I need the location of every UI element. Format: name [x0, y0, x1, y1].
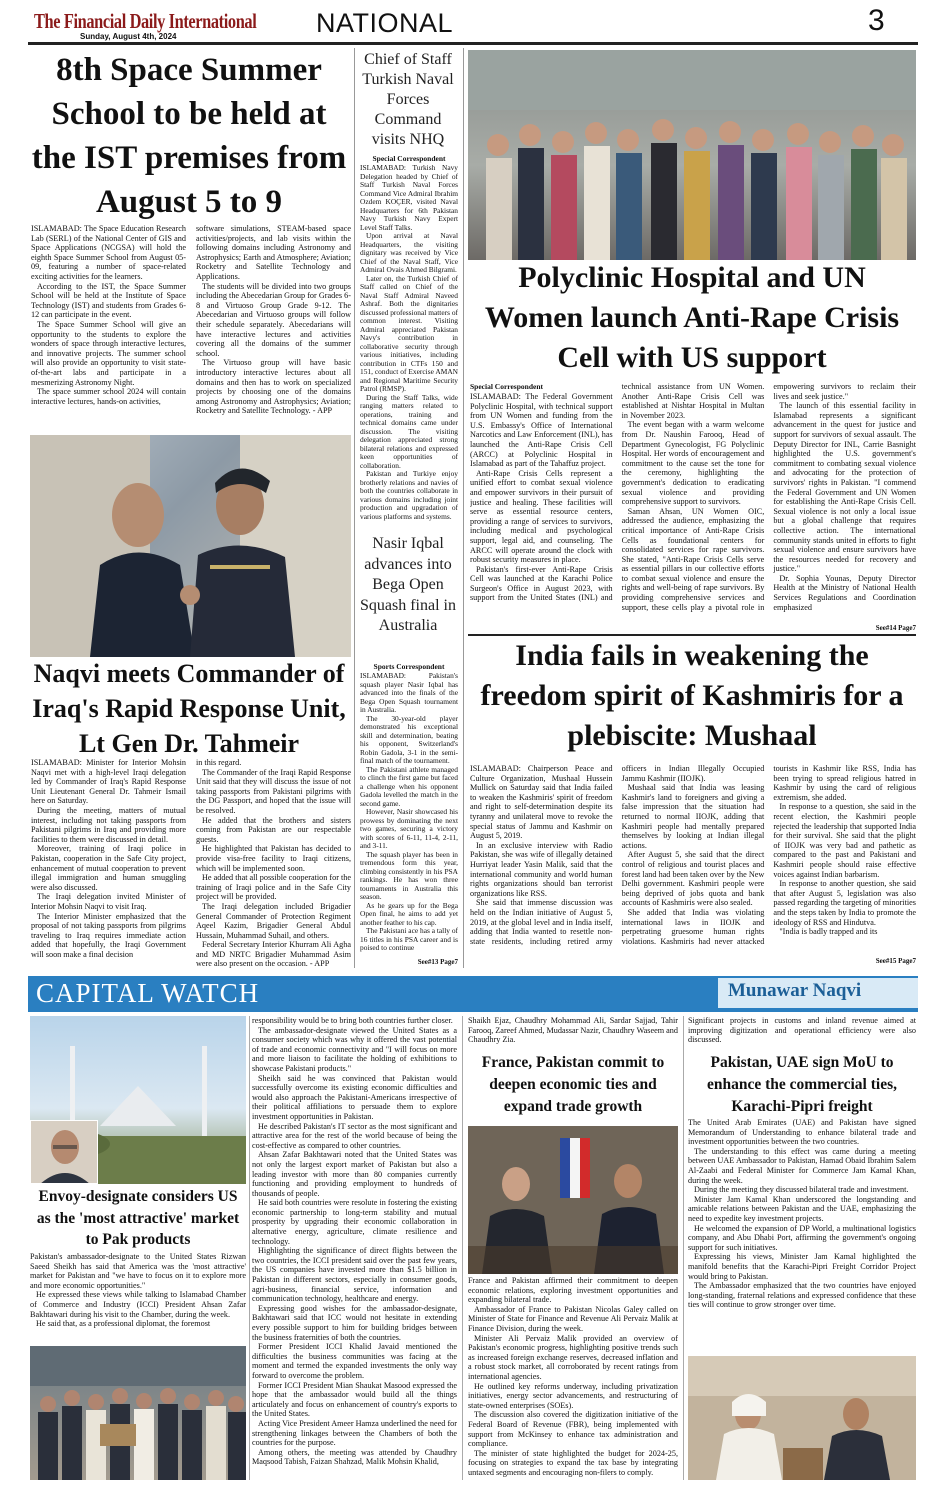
rule-lower-1 — [249, 1016, 250, 1480]
kashmir-p1: ISLAMABAD: Chairperson Peace and Culture Organization, Mushaal Hussein Mullick on Saturday said that India failed to weaken the Kashmiris' spirit of freedom and right to self-determination despite its tyranny and unilateral move to revoke the special status of Jammu and Kashmir on August 5, 2019. — [470, 764, 613, 841]
masthead-paper-name: The Financial Daily International — [34, 9, 257, 33]
section-title: NATIONAL — [316, 8, 454, 38]
naqvi-col2-p2: The Commander of the Iraqi Rapid Response Unit said that they will discuss the issue of not taking passports from Pakistani pilgrims with the DG Passport, and hoped that the issue will be resolved. — [196, 767, 351, 815]
uae-photo-art — [688, 1356, 916, 1480]
naqvi-col1-p4: The Iraqi delegation invited Minister of Interior Mohsin Naqvi to visit Iraq. — [31, 892, 186, 911]
kashmir-headline: India fails in weakening the freedom spirit of Kashmiris for a plebiscite: Mushaal — [480, 639, 904, 752]
naqvi-col1-p3: Moreover, training of Iraqi police in Pakistan, cooperation in the Safe City project, enhancement of mutual cooperation to prevent illegal immigration and human smuggling were also discussed. — [31, 844, 186, 892]
naqvi-col2-p1: in this regard. — [196, 758, 242, 767]
navy-p4: During the Staff Talks, wide ranging matters related to operations, training and technical domains came under discussion. The visiting delegation appreciated strong bilateral relations and expressed keen opportunities of collaboration. — [360, 392, 458, 470]
kashmir-p4: Mushaal said that India was leasing Kashmir's land to foreigners and giving a false impression that the situation had returned to normal IIOJK, adding that Kashmiri people had mentally prepared themselves by looking at Indian illegal actions. — [621, 783, 765, 850]
naqvi-headline: Naqvi meets Commander of Iraq's Rapid Response Unit, Lt Gen Dr. Tahmeir — [32, 659, 346, 758]
squash-p5: The squash player has been in tremendous form this year, climbing consistently in his PSA rankings. He has won three tournaments in Australia this season. — [360, 849, 458, 901]
squash-p7: The Pakistani ace has a tally of 16 titles in his PSA career and is poised to continue — [360, 926, 458, 952]
naqvi-col2-p7: Federal Secretary Interior Khurram Ali Agha and MD NRTC Brigadier Muhammad Asim were also present on the occasion. - APP — [196, 940, 351, 969]
uae-top-text — [688, 1016, 916, 1045]
france-p4: He outlined key reforms underway, including privatization initiatives, energy sector advancements, and restructuring of state-owned enterprises (SOEs). — [468, 1381, 678, 1410]
naqvi-body — [31, 758, 351, 970]
kashmir-p8: In response to another question, she said that after August 5, legislation was also passed regarding the targeting of minorities and the steps taken by India to promote the ideology of RSS and Hindutva. — [773, 879, 916, 927]
naqvi-col2-p6: The Iraqi delegation included Brigadier General Commander of Protection Regiment Aqeel Kazim, Brigadier General Abdul Hussain, Muhammad Suhail, and others. — [196, 901, 351, 940]
squash-headline: Nasir Iqbal advances into Bega Open Squash final in Australia — [360, 535, 456, 634]
france-headline: France, Pakistan commit to deepen economic ties and expand trade growth — [481, 1054, 665, 1115]
envoy-p1: Pakistan's ambassador-designate to the United States Rizwan Saeed Sheikh has said that America was the 'most attractive' market for Pakistan and "we have to focus on it to explore more and more economic opportunities." — [30, 1252, 246, 1290]
navy-body — [360, 150, 458, 528]
polyclinic-p6: The launch of this essential facility in Islamabad represents a significant advancement in the quest for justice and support for survivors of sexual assault. The Deputy Director for INL, Carrie Basnight highlighted the U.S. government's commitment to combating sexual violence and advocating for the protection of survivors' rights in Pakistan. "I commend the Federal Government and UN Women for establishing the Anti-Rape Crisis Cell. Sexual violence is not only a local issue but a global challenge that requires collective action. The international community stands united in efforts to fight sexual violence and ensure survivors have the resources needed for recovery and justice." — [773, 401, 916, 574]
rule-lower-3 — [683, 1016, 684, 1480]
envoy-c2-p3: Sheikh said he was convinced that Pakistan would successfully overcome its existing economic difficulties and would also approach the Pakistani-Americans irrespective of their political affiliations to persuade them to explore investment opportunities in Pakistan. — [252, 1073, 457, 1121]
naqvi-col2-p5: He added that all possible cooperation for the training of Iraqi police and in the Safe City project will be provided. — [196, 873, 351, 902]
polyclinic-group-photo — [468, 50, 916, 260]
space-col1-p2: According to the IST, the Space Summer School will be held at the Institute of Space Technology (IST) and students from Grades 6-12 can participate in the event. — [31, 281, 186, 320]
squash-p2: The 30-year-old player demonstrated his exceptional skill and determination, beating his opponent, Switzerland's Robin Gadola, 3-1 in the semi-final match of the tournament. — [360, 713, 458, 765]
polyclinic-p3: Pakistan's first-ever Anti-Rape Crisis Cell was launched at the Karachi Police Surgeon's Office in August 2023, with support from the United States (INL) and technical assistance from UN Women. Another Anti-Rape Crisis Cell was established at Nishtar Hospital in Multan in November 2023. — [470, 382, 765, 603]
envoy-c2-p8: Expressing good wishes for the ambassador-designate, Bakhtawari said that ICC would not hesitate in extending every possible support to him for building bridges between the business fraternities of both the countries. — [252, 1303, 457, 1342]
envoy-portrait — [30, 1120, 98, 1184]
envoy-c2-p10: Former ICCI President Mian Shaukat Masood expressed the hope that the ambassador would build all the things articulately and focus on enhancement of country's exports to the United States. — [252, 1380, 457, 1419]
polyclinic-p5: Saman Ahsan, UN Women OIC, addressed the audience, emphasizing the critical importance of Anti-Rape Crisis Cells as foundational centers for consolidated services for rape survivors. She stated, "Anti-Rape Crisis Cells serve as essential pillars in our collective efforts to combat sexual violence and ensure the rights and well-being of rape survivors. By providing comprehensive services and support, these cells play a pivotal role in empowering survivors to reclaim their lives and seek justice." — [621, 382, 916, 612]
kashmir-p3: She said that immense discussion was held on the Indian initiative of August 5, 2019, at the global level and in India itself, adding that India wanted to resettle non-state residents, including retired army officers in Indian Illegally Occupied Jammu Kashmir (IIOJK). — [470, 764, 765, 946]
navy-headline: Chief of Staff Turkish Naval Forces Command visits NHQ — [362, 51, 454, 148]
uae-p4: Minister Jam Kamal Khan underscored the longstanding and amicable relations between Pakistan and the UAE, emphasizing the need to expedite key investment projects. — [688, 1194, 916, 1223]
polyclinic-continued: See#14 Page7 — [875, 624, 916, 632]
envoy-c2-p2: The ambassador-designate viewed the United States as a consumer society which was why it offered the vast potential of trade and economic connectivity and "I will focus on more and more liaison to facilitate the holding of exhibitions to showcase Pakistani products." — [252, 1025, 457, 1073]
france-meeting-photo — [468, 1126, 678, 1274]
navy-p1: ISLAMABAD: Turkish Navy Delegation headed by Chief of Staff Turkish Naval Forces Command Vice Admiral Ibrahim Ozdem KOÇER, visited Naval Headquarters for 6th Pakistan Navy Turkish Navy Expert Level Staff Talks. — [360, 163, 458, 232]
navy-credit: Special Correspondent — [372, 154, 446, 163]
uae-p1: The United Arab Emirates (UAE) and Pakistan have signed Memorandum of Understanding to enhance bilateral trade and investment opportunities between the two countries. — [688, 1118, 916, 1147]
envoy-p2: He expressed these views while talking to Islamabad Chamber of Commerce and Industry (ICCI) President Ahsan Zafar Bakhtawari during his visit to the Chamber, during the week. — [30, 1290, 246, 1319]
france-p3: Minister Ali Pervaiz Malik provided an overview of Pakistan's economic progress, highlighting positive trends such as increased foreign exchange reserves, decreased inflation and a robust stock market, all corroborated by recent ratings from international agencies. — [468, 1333, 678, 1381]
envoy-c2-p5: Ahsan Zafar Bakhtawari noted that the United States was not only the largest export market of Pakistan but also a leading investor with more than 80 companies currently functioning and providing employment to hundreds of thousands of people. — [252, 1150, 457, 1198]
france-p6: The minister of state highlighted the budget for 2024-25, focusing on strategies to expand the tax base by integrating untaxed segments and encouraging non-filers to comply. — [468, 1448, 678, 1477]
polyclinic-p2: Anti-Rape Crisis Cells represent a unified effort to combat sexual violence and empower survivors in their pursuit of justice and healing. These facilities will serve as essential resource centers, providing a range of services to survivors, including medical and psychological support, legal aid, and counseling. The ARCC will operate around the clock with robust security measures in place. — [470, 468, 613, 565]
france-p1: France and Pakistan affirmed their commitment to deepen economic relations, exploring investment opportunities and expanding bilateral trade. — [468, 1276, 678, 1305]
polyclinic-p7: Dr. Sophia Younas, Deputy Director Health at the Ministry of National Health Services Regulations and Coordination emphasized — [773, 573, 916, 612]
columnist-name: Munawar Naqvi — [728, 980, 862, 1001]
envoy-c2-p12: Among others, the meeting was attended by Chaudhry Maqsood Tabish, Faizan Shahzad, Malik Mohsin Khalid, — [252, 1447, 457, 1467]
space-col1-p3: The Space Summer School will give an opportunity to the students to explore the wonders of space through interactive lectures, and innovative projects. The summer school will also provide an opportunity to visit state-of-the-art labs and participate in a mesmerizing Astronomy Night. — [31, 319, 186, 387]
envoy-c2-p1: responsibility would be to bring both countries further closer. — [252, 1016, 453, 1025]
uae-p6: Expressing his views, Minister Jam Kamal highlighted the manifold benefits that the Karachi-Pipri Freight Corridor Project would bring to Pakistan. — [688, 1252, 916, 1281]
masthead-date: Sunday, August 4th, 2024 — [80, 32, 177, 41]
polyclinic-p4: The event began with a warm welcome from Dr. Naushin Farooq, Head of Department Gynecologist, FG Polyclinic Hospital. Her words of encouragement and commitment to the cause set the tone for the ceremony, highlighting the government's dedication to eradicating sexual violence and providing comprehensive support to survivors. — [621, 420, 765, 507]
space-col1-p1: ISLAMABAD: The Space Education Research Lab (SERL) of the National Center of GIS and Space Applications (NCGSA) will hold the eighth Space Summer School from August 05-09, featuring a number of space-related exciting activities for the learners. — [31, 224, 186, 281]
polyclinic-headline: Polyclinic Hospital and UN Women launch Anti-Rape Crisis Cell with US support — [484, 261, 900, 374]
space-col2-p3: The Virtuoso group will have basic introductory interactive lectures about all domains and then has to work on specialized projects by choosing one of the domains among Astronomy and Astrophysics; Aviation; Rocketry and Satellite Technology. - APP — [196, 358, 351, 416]
navy-p5: Pakistan and Turkiye enjoy brotherly relations and navies of both the countries collaborate in various domains including joint production and upgradation of various platforms and systems. — [360, 469, 458, 521]
france-top-p: Shaikh Ejaz, Chaudhry Mohammad Ali, Sardar Sajjad, Tahir Farooq, Zareef Ahmed, Mudassar Nazir, Chaudhry Waseem and Chaudhry Zia. — [468, 1016, 678, 1045]
space-col2-p2: The students will be divided into two groups including the Abecedarian Group for Grades 6-8 and Virtuoso Group Grade 9-12. The Abecedarian and Virtuoso groups will follow their schedule separately. Abecedarians will have interactive lectures and activities covering all the domains of the summer school. — [196, 281, 351, 358]
navy-p3: Later on, the Turkish Chief of Staff called on Chief of the Naval Staff Admiral Naveed Ashraf. Both the dignitaries discussed professional matters of common interest. Visiting Admiral appreciated Pakistan Navy's contribution in collaborative security through various initiatives, including contribution in CTFs 150 and 151, conduct of Exercise AMAN and Regional Maritime Security Patrol (RMSP). — [360, 273, 458, 393]
kashmir-continued: See#15 Page7 — [875, 957, 916, 965]
squash-p1: ISLAMABAD: Pakistan's squash player Nasir Iqbal has advanced into the finals of the Bega Open Squash tournament in Australia. — [360, 671, 458, 714]
polyclinic-credit: Special Correspondent — [470, 382, 543, 391]
envoy-portrait-art — [31, 1121, 98, 1184]
masthead-rule — [28, 42, 918, 45]
kashmir-body — [470, 764, 916, 958]
naqvi-photo-art — [30, 435, 351, 657]
uae-headline: Pakistan, UAE sign MoU to enhance the commercial ties, Karachi-Pipri freight — [707, 1054, 897, 1115]
naqvi-col2-p3: He added that the brothers and sisters coming from Pakistan are our respectable guests. — [196, 815, 351, 844]
uae-p7: The Ambassador emphasized that the two countries have enjoyed long-standing, fraternal relations and expressed confidence that these ties will continue to grow stronger over time. — [688, 1281, 916, 1310]
envoy-c2-p4: He described Pakistan's IT sector as the most significant and attractive area for the rest of the world because of being the cost-effective as compared to other countries. — [252, 1121, 457, 1150]
rule-left-vertical — [354, 48, 355, 968]
squash-p6: As he gears up for the Bega Open final, he aims to add yet another feather to his cap. — [360, 900, 458, 927]
rule-mid-vertical — [463, 48, 464, 968]
space-col2-p1: software simulations, STEAM-based space activities/projects, and lab visits within the following domains including Astronomy and Astrophysics; Earth and Atmosphere; Aviation; Rocketry and Satellite Technology and Applications. — [196, 224, 351, 281]
uae-p5: He welcomed the expansion of DP World, a multinational logistics company, and Abu Dhabi Port, affirming the government's ongoing support for such initiatives. — [688, 1223, 916, 1252]
uae-p3: During the meeting they discussed bilateral trade and investment. — [694, 1185, 909, 1195]
envoy-p3: He said that, as a professional diplomat, the foremost — [36, 1319, 211, 1329]
envoy-c2-p11: Acting Vice President Ameer Hamza underlined the need for strengthening linkages between the Chambers of both the countries for the purpose. — [252, 1418, 457, 1448]
capital-watch-title: CAPITAL WATCH — [36, 978, 260, 1008]
polyclinic-photo-art — [468, 50, 916, 260]
kashmir-p2: In an exclusive interview with Radio Pakistan, she was wife of illegally detained Hurriyat leader Yasin Malik, said that the international community and world human rights organizations should ban terrorist organizations like RSS. — [470, 840, 613, 898]
france-body — [468, 1276, 678, 1480]
icci-group-photo — [30, 1346, 246, 1480]
squash-credit: Sports Correspondent — [373, 662, 445, 671]
icci-photo-art — [30, 1346, 246, 1480]
naqvi-col1-p2: During the meeting, matters of mutual interest, including not taking passports from Pakistani pilgrims in Iraq and providing more facilities to them were discussed in detail. — [31, 805, 186, 844]
navy-p2: Upon arrival at Naval Headquarters, the visiting dignitary was received by Vice Chief of the Naval Staff, Vice Admiral Ovais Ahmed Bilgrami. — [360, 231, 458, 274]
france-p5: The discussion also covered the digitization initiative of the Federal Board of Revenue (FBR), being implemented with support from McKinsey to enhance tax administration and compliance. — [468, 1410, 678, 1449]
envoy-body-col2 — [252, 1016, 457, 1480]
kashmir-p6: She added that India was violating international laws in IIOJK and perpetrating gruesome human rights violations. Kashmiris had never attacked tourists in Kashmir like RSS, India has been trying to spread religious hatred in Kashmir by using the card of religious extremism, she added. — [621, 764, 916, 946]
envoy-c2-p6: He said both countries were resolute in fostering the existing economic partnership to long-term stability and mutual prosperity by upgrading their economic collaboration in alternative energy, agriculture, climate resilience and technology. — [252, 1198, 457, 1246]
uae-meeting-photo — [688, 1356, 916, 1480]
uae-body — [688, 1118, 916, 1354]
france-p2: Ambassador of France to Pakistan Nicolas Galey called on Minister of State for Finance and Revenue Ali Pervaiz Malik at Finance Division, during the week. — [468, 1304, 678, 1333]
naqvi-col1-p1: ISLAMABAD: Minister for Interior Mohsin Naqvi met with a high-level Iraqi delegation led by Commander of Iraq's Rapid Response Unit Lieutenant General Dr. Tahmeir Ismail here on Saturday. — [31, 758, 186, 806]
squash-p3: The Pakistani athlete managed to clinch the first game but faced a challenge when his opponent Gadola levelled the match in the second game. — [360, 764, 458, 808]
naqvi-col2-p4: He highlighted that Pakistan has decided to provide visa-free facility to Iraqi citizens, which will be implemented soon. — [196, 844, 351, 873]
envoy-c2-p7: Highlighting the significance of direct flights between the two countries, the ICCI president said over the past few years, the US companies have invested more than $1.5 billion in Pakistan in different sectors, especially in consumer goods, agri-business, financial service, information and communication technology, healthcare and energy. — [252, 1246, 457, 1304]
envoy-body-col1 — [30, 1252, 246, 1342]
squash-continued: See#13 Page7 — [417, 958, 458, 966]
naqvi-col1-p5: The Interior Minister emphasized that the proposal of not taking passports from pilgrims traveling to Iraq requires immediate action added that hopefully, the Iraqi Government will soon make a final decision — [31, 911, 186, 959]
space-body — [31, 224, 351, 429]
envoy-headline: Envoy-designate considers US as the 'most attractive' market to Pak products — [36, 1188, 240, 1248]
naqvi-photo — [30, 435, 351, 657]
envoy-c2-p9: Former President ICCI Khalid Javaid mentioned the difficulties the business communities was facing at the moment and termed the expanded investments the only way forward to overcome the problem. — [252, 1342, 457, 1380]
france-top-text — [468, 1016, 678, 1045]
polyclinic-body — [470, 382, 916, 625]
squash-body — [360, 658, 458, 958]
kashmir-p5: After August 5, she said that the direct control of religious and tourist places and forest land had been taken over by the New Delhi government. Kashmiri people were being deprived of jobs quota and bank accounts of Kashmiris were also sealed. — [621, 850, 765, 908]
page-number: 3 — [868, 4, 885, 37]
space-headline: 8th Space Summer School to be held at the IST premises from August 5 to 9 — [31, 52, 347, 220]
squash-p4: However, Nasir showcased his prowess by dominating the next two games, securing a victory with scores of 6-11, 11-4, 2-11, and 3-11. — [360, 807, 458, 850]
rule-lower-2 — [462, 1016, 463, 1480]
kashmir-p9: "India is badly trapped and its — [779, 927, 878, 937]
france-photo-art — [468, 1126, 678, 1274]
polyclinic-p1: ISLAMABAD: The Federal Government Polyclinic Hospital, with technical support from UN Women and funding from the U.S. Embassy's Office of International Narcotics and Law Enforcement (INL), has launched the Anti-Rape Crisis Cell (ARCC) at Polyclinic Hospital in Islamabad as part of the Tahaffuz project. — [470, 392, 613, 469]
space-col1-p4: The space summer school 2024 will contain interactive lectures, hands-on activities, — [31, 387, 186, 406]
kashmir-p7: In response to a question, she said in the recent election, the Kashmiri people rejected the leadership that supported India for their survival. She said that the plight of IIOJK was very bad and pathetic as compared to the past and Pakistani and Kashmiri people should raise effective voices against Indian barbarism. — [773, 802, 916, 879]
uae-p2: The understanding to this effect was came during a meeting between UAE Ambassador to Pakistan, Hamad Obaid Ibrahim Salem Al-Zaabi and Federal Minister for Commerce Jam Kamal Khan, during the week. — [688, 1146, 916, 1185]
uae-top-p: Significant projects in customs and inland revenue aimed at improving digitization and operational efficiency were also discussed. — [688, 1016, 916, 1045]
